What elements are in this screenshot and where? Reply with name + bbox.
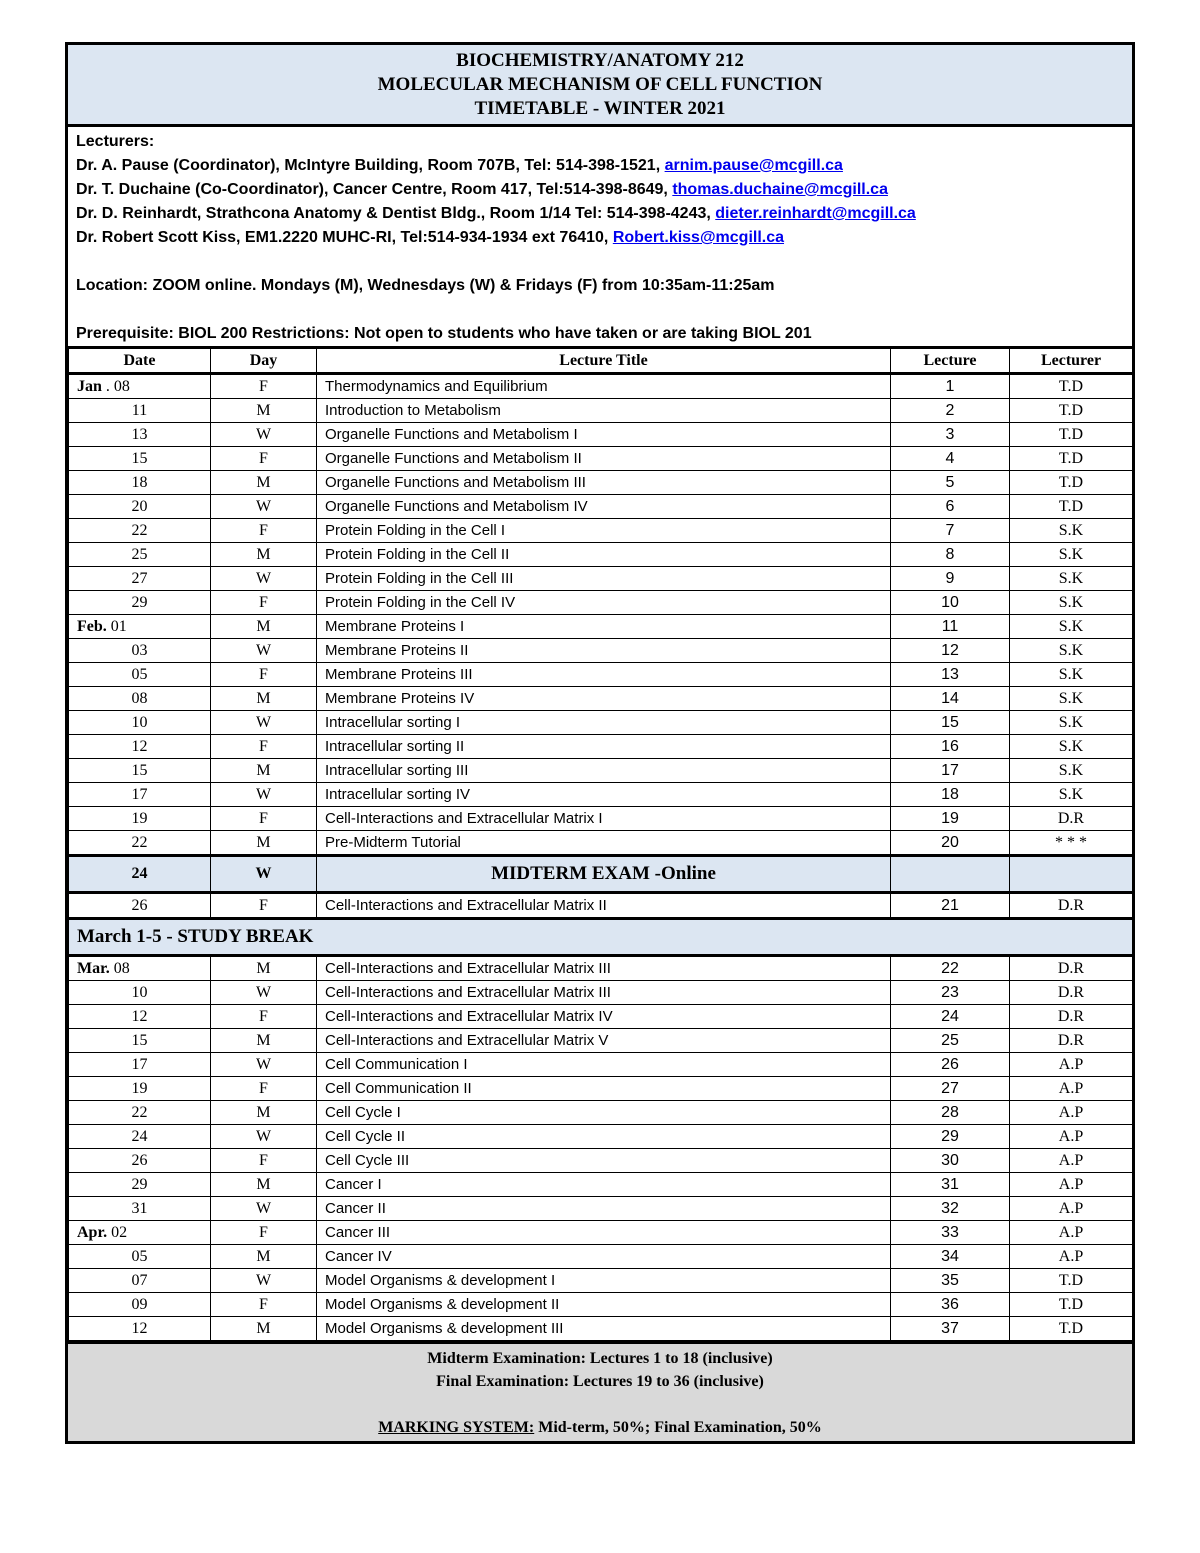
column-header-lecturer: Lecturer [1010,348,1133,374]
lecture-title-cell: Cell Cycle III [317,1149,891,1173]
lecturer-cell: A.P [1010,1053,1133,1077]
date-cell: 19 [69,1077,211,1101]
lecturer-cell: D.R [1010,1005,1133,1029]
lecturer-cell: S.K [1010,663,1133,687]
lecturer-cell: A.P [1010,1149,1133,1173]
table-row [69,423,1133,447]
table-row [69,956,1133,981]
lecture-title-cell: Cancer I [317,1173,891,1197]
date-cell: 03 [69,639,211,663]
day-cell: W [211,1197,317,1221]
table-row [69,1101,1133,1125]
day-cell: F [211,1005,317,1029]
lecture-title-cell: Cell Cycle II [317,1125,891,1149]
lecturer-cell: D.R [1010,807,1133,831]
day-cell: W [211,495,317,519]
lecture-title-cell: Model Organisms & development I [317,1269,891,1293]
lecturers-label: Lecturers: [76,133,155,150]
day-cell: M [211,543,317,567]
lecture-number-cell: 9 [891,567,1010,591]
day-cell: F [211,519,317,543]
timetable-sheet [65,42,1135,1444]
lecture-title-cell: Intracellular sorting III [317,759,891,783]
lecturer-cell: S.K [1010,759,1133,783]
date-cell: 25 [69,543,211,567]
lecture-title-cell: Cell-Interactions and Extracellular Matrix III [317,981,891,1005]
lecture-number-cell: 37 [891,1317,1010,1341]
lecture-number-cell: 10 [891,591,1010,615]
day-cell: W [211,783,317,807]
lecture-number-cell: 14 [891,687,1010,711]
marking-system [68,1416,1132,1439]
day-cell: F [211,735,317,759]
lecture-title-cell: Cell-Interactions and Extracellular Matrix III [317,956,891,981]
lecturer-cell: T.D [1010,1317,1133,1341]
table-row [69,687,1133,711]
column-header-title: Lecture Title [317,348,891,374]
lecture-number-cell: 29 [891,1125,1010,1149]
table-row [69,447,1133,471]
date-cell: 12 [69,735,211,759]
month-label: Jan [77,377,102,395]
table-row [69,1317,1133,1341]
day-cell: M [211,1101,317,1125]
lecturer-cell: S.K [1010,543,1133,567]
lecturer-cell: S.K [1010,567,1133,591]
lecturer-email-link[interactable]: thomas.duchaine@mcgill.ca [672,181,888,198]
marking-system-label: MARKING SYSTEM: [378,1419,535,1436]
lecture-title-cell: Protein Folding in the Cell I [317,519,891,543]
day-cell: W [211,639,317,663]
lecturer-email-link[interactable]: Robert.kiss@mcgill.ca [612,229,785,246]
table-row [69,711,1133,735]
lecture-number-cell: 8 [891,543,1010,567]
date-cell: 24 [69,856,211,893]
lecturer-details: Dr. T. Duchaine (Co-Coordinator), Cancer Centre, Room 417, Tel:514-398-8649, [76,181,673,198]
lecture-number-cell: 6 [891,495,1010,519]
date-cell: 13 [69,423,211,447]
date-cell: 15 [69,759,211,783]
day-cell: W [211,856,317,893]
table-row [69,1245,1133,1269]
lecture-number-cell: 24 [891,1005,1010,1029]
table-header-row [69,348,1133,374]
lecturer-cell: T.D [1010,1293,1133,1317]
column-header-date: Date [69,348,211,374]
date-cell: 31 [69,1197,211,1221]
lecture-title-cell: Cell Communication II [317,1077,891,1101]
final-coverage: Final Examination: Lectures 19 to 36 (inclusive) [436,1373,764,1390]
exam-summary [68,1341,1132,1441]
date-cell: 29 [69,1173,211,1197]
lecture-title-cell: Cell-Interactions and Extracellular Matrix II [317,893,891,919]
day-cell: W [211,423,317,447]
day-cell: M [211,1173,317,1197]
lecture-number-cell: 16 [891,735,1010,759]
date-cell: 22 [69,831,211,856]
lecture-number-cell: 13 [891,663,1010,687]
lecturer-cell: A.P [1010,1101,1133,1125]
course-header [68,45,1132,127]
table-row [69,567,1133,591]
column-header-lecture: Lecture [891,348,1010,374]
lecture-title-cell: MIDTERM EXAM -Online [317,856,891,893]
study-break-row [69,919,1133,956]
day-cell: F [211,893,317,919]
date-cell: 17 [69,1053,211,1077]
lecture-title-cell: Organelle Functions and Metabolism II [317,447,891,471]
table-row [69,893,1133,919]
lecturer-line [76,154,1124,178]
lecturer-cell: S.K [1010,591,1133,615]
day-cell: M [211,1245,317,1269]
lecturer-cell: D.R [1010,1029,1133,1053]
lecture-number-cell: 4 [891,447,1010,471]
lecture-number-cell [891,856,1010,893]
lecture-number-cell: 33 [891,1221,1010,1245]
day-cell: F [211,374,317,399]
date-cell: 05 [69,1245,211,1269]
lecture-number-cell: 28 [891,1101,1010,1125]
day-cell: M [211,1029,317,1053]
day-cell: M [211,471,317,495]
table-row [69,1005,1133,1029]
lecture-title-cell: Cell-Interactions and Extracellular Matrix I [317,807,891,831]
lecturer-cell: D.R [1010,981,1133,1005]
lecturer-cell: S.K [1010,687,1133,711]
month-label: Apr. [77,1223,108,1241]
lecturer-cell: T.D [1010,423,1133,447]
date-cell: 09 [69,1293,211,1317]
table-row [69,735,1133,759]
table-row [69,1053,1133,1077]
lecture-title-cell: Cancer II [317,1197,891,1221]
lecturer-cell: S.K [1010,639,1133,663]
lecturer-email-link[interactable]: arnim.pause@mcgill.ca [664,157,843,174]
lecture-title-cell: Organelle Functions and Metabolism III [317,471,891,495]
table-row [69,1221,1133,1245]
day-cell: M [211,831,317,856]
date-cell: 11 [69,399,211,423]
lecture-title-cell: Membrane Proteins II [317,639,891,663]
lecture-title-cell: Intracellular sorting IV [317,783,891,807]
lecture-title-cell: Intracellular sorting II [317,735,891,759]
day-cell: W [211,981,317,1005]
lecture-number-cell: 26 [891,1053,1010,1077]
lecture-title-cell: Cell-Interactions and Extracellular Matrix V [317,1029,891,1053]
lecture-number-cell: 3 [891,423,1010,447]
table-row [69,591,1133,615]
course-info [68,127,1132,346]
day-cell: W [211,1125,317,1149]
table-row [69,374,1133,399]
lecture-number-cell: 32 [891,1197,1010,1221]
lecture-number-cell: 15 [891,711,1010,735]
lecture-number-cell: 25 [891,1029,1010,1053]
day-cell: W [211,1269,317,1293]
date-cell: 07 [69,1269,211,1293]
lecturer-cell: T.D [1010,447,1133,471]
lecture-title-cell: Thermodynamics and Equilibrium [317,374,891,399]
table-row [69,1293,1133,1317]
lecture-title-cell: Cancer III [317,1221,891,1245]
date-cell: 29 [69,591,211,615]
day-cell: F [211,1149,317,1173]
table-row [69,543,1133,567]
day-cell: M [211,687,317,711]
day-cell: M [211,399,317,423]
lecture-number-cell: 23 [891,981,1010,1005]
lecture-number-cell: 35 [891,1269,1010,1293]
date-cell: 10 [69,981,211,1005]
lecturer-cell: S.K [1010,519,1133,543]
lecture-title-cell: Cell Communication I [317,1053,891,1077]
lecture-number-cell: 31 [891,1173,1010,1197]
date-cell: 15 [69,1029,211,1053]
lecturer-details: Dr. Robert Scott Kiss, EM1.2220 MUHC-RI, Tel:514-934-1934 ext 76410, [76,229,613,246]
day-cell: F [211,1293,317,1317]
day-cell: F [211,1221,317,1245]
marking-system-text: Mid-term, 50%; Final Examination, 50% [534,1419,822,1436]
lecture-title-cell: Protein Folding in the Cell IV [317,591,891,615]
date-cell: 26 [69,893,211,919]
lecture-title-cell: Cancer IV [317,1245,891,1269]
date-cell: 22 [69,1101,211,1125]
lecture-title-cell: Organelle Functions and Metabolism I [317,423,891,447]
date-cell: 27 [69,567,211,591]
date-cell: Feb. 01 [69,615,211,639]
lecturer-cell [1010,856,1133,893]
lecture-number-cell: 7 [891,519,1010,543]
day-cell: M [211,956,317,981]
lecturer-cell: * * * [1010,831,1133,856]
day-cell: F [211,591,317,615]
table-row [69,1269,1133,1293]
lecture-title-cell: Protein Folding in the Cell III [317,567,891,591]
table-row [69,639,1133,663]
day-cell: W [211,567,317,591]
table-row [69,519,1133,543]
lecture-title-cell: Membrane Proteins I [317,615,891,639]
lecturer-cell: S.K [1010,783,1133,807]
table-row [69,471,1133,495]
lecture-title-cell: Model Organisms & development III [317,1317,891,1341]
month-label: Feb. [77,617,107,635]
lecture-number-cell: 18 [891,783,1010,807]
table-row [69,831,1133,856]
midterm-coverage: Midterm Examination: Lectures 1 to 18 (inclusive) [427,1350,773,1367]
table-row [69,759,1133,783]
day-cell: F [211,807,317,831]
table-row [69,1077,1133,1101]
month-label: Mar. [77,959,110,977]
date-cell: 05 [69,663,211,687]
lecturer-cell: S.K [1010,615,1133,639]
date-cell: 08 [69,687,211,711]
lecturer-cell: D.R [1010,956,1133,981]
lecture-title-cell: Cell Cycle I [317,1101,891,1125]
date-cell: 26 [69,1149,211,1173]
lecturer-cell: A.P [1010,1197,1133,1221]
table-row [69,399,1133,423]
lecture-number-cell: 2 [891,399,1010,423]
location-line: Location: ZOOM online. Mondays (M), Wednesdays (W) & Fridays (F) from 10:35am-11:25am [76,277,775,294]
day-cell: F [211,663,317,687]
lecture-number-cell: 22 [891,956,1010,981]
timetable-title: TIMETABLE - WINTER 2021 [474,98,726,119]
lecture-number-cell: 1 [891,374,1010,399]
lecture-number-cell: 34 [891,1245,1010,1269]
lecture-number-cell: 5 [891,471,1010,495]
lecture-number-cell: 20 [891,831,1010,856]
lecture-title-cell: Intracellular sorting I [317,711,891,735]
lecture-number-cell: 30 [891,1149,1010,1173]
lecturer-cell: T.D [1010,471,1133,495]
lecturer-cell: S.K [1010,735,1133,759]
date-cell: 17 [69,783,211,807]
date-cell: 10 [69,711,211,735]
table-row [69,807,1133,831]
date-cell: Apr. 02 [69,1221,211,1245]
day-cell: F [211,1077,317,1101]
course-code: BIOCHEMISTRY/ANATOMY 212 [456,50,744,71]
lecture-number-cell: 12 [891,639,1010,663]
lecturer-line [76,178,1124,202]
table-row [69,1173,1133,1197]
lecturer-cell: A.P [1010,1173,1133,1197]
date-cell: 15 [69,447,211,471]
day-cell: W [211,1053,317,1077]
date-cell: 12 [69,1005,211,1029]
lecture-number-cell: 11 [891,615,1010,639]
date-cell: 19 [69,807,211,831]
lecturer-cell: T.D [1010,374,1133,399]
study-break-label: March 1-5 - STUDY BREAK [69,919,1133,956]
lecture-title-cell: Organelle Functions and Metabolism IV [317,495,891,519]
table-row [69,783,1133,807]
lecturer-cell: A.P [1010,1221,1133,1245]
table-row [69,981,1133,1005]
prerequisite-line: Prerequisite: BIOL 200 Restrictions: Not open to students who have taken or are taking BIOL 201 [76,325,812,342]
lecture-title-cell: Introduction to Metabolism [317,399,891,423]
column-header-day: Day [211,348,317,374]
lecture-title-cell: Cell-Interactions and Extracellular Matrix IV [317,1005,891,1029]
date-cell: 18 [69,471,211,495]
schedule-table [68,346,1133,1341]
date-cell: 20 [69,495,211,519]
lecturer-cell: T.D [1010,495,1133,519]
lecture-number-cell: 27 [891,1077,1010,1101]
date-cell: 24 [69,1125,211,1149]
day-cell: M [211,1317,317,1341]
lecturer-details: Dr. A. Pause (Coordinator), McIntyre Building, Room 707B, Tel: 514-398-1521, [76,157,665,174]
table-row [69,1197,1133,1221]
lecturer-details: Dr. D. Reinhardt, Strathcona Anatomy & Dentist Bldg., Room 1/14 Tel: 514-398-4243, [76,205,716,222]
lecturer-cell: T.D [1010,399,1133,423]
day-cell: M [211,759,317,783]
lecturer-cell: A.P [1010,1245,1133,1269]
schedule-body [69,374,1133,1341]
lecture-number-cell: 36 [891,1293,1010,1317]
day-cell: M [211,615,317,639]
lecture-number-cell: 17 [891,759,1010,783]
day-cell: W [211,711,317,735]
table-row [69,1029,1133,1053]
lecturer-email-link[interactable]: dieter.reinhardt@mcgill.ca [715,205,916,222]
date-cell: Jan . 08 [69,374,211,399]
lecturer-cell: D.R [1010,893,1133,919]
day-cell: F [211,447,317,471]
table-row [69,615,1133,639]
date-cell: 12 [69,1317,211,1341]
lecturer-cell: A.P [1010,1077,1133,1101]
lecturer-line [76,226,1124,250]
lecture-number-cell: 19 [891,807,1010,831]
table-row [69,663,1133,687]
lecture-title-cell: Membrane Proteins IV [317,687,891,711]
table-row [69,1125,1133,1149]
date-cell: Mar. 08 [69,956,211,981]
lecturer-line [76,202,1124,226]
lecture-title-cell: Pre-Midterm Tutorial [317,831,891,856]
course-title: MOLECULAR MECHANISM OF CELL FUNCTION [377,74,823,95]
lecture-title-cell: Model Organisms & development II [317,1293,891,1317]
lecturer-cell: A.P [1010,1125,1133,1149]
lecture-title-cell: Protein Folding in the Cell II [317,543,891,567]
lecturer-cell: S.K [1010,711,1133,735]
midterm-row [69,856,1133,893]
table-row [69,1149,1133,1173]
lecture-number-cell: 21 [891,893,1010,919]
lecturer-cell: T.D [1010,1269,1133,1293]
lecture-title-cell: Membrane Proteins III [317,663,891,687]
table-row [69,495,1133,519]
date-cell: 22 [69,519,211,543]
